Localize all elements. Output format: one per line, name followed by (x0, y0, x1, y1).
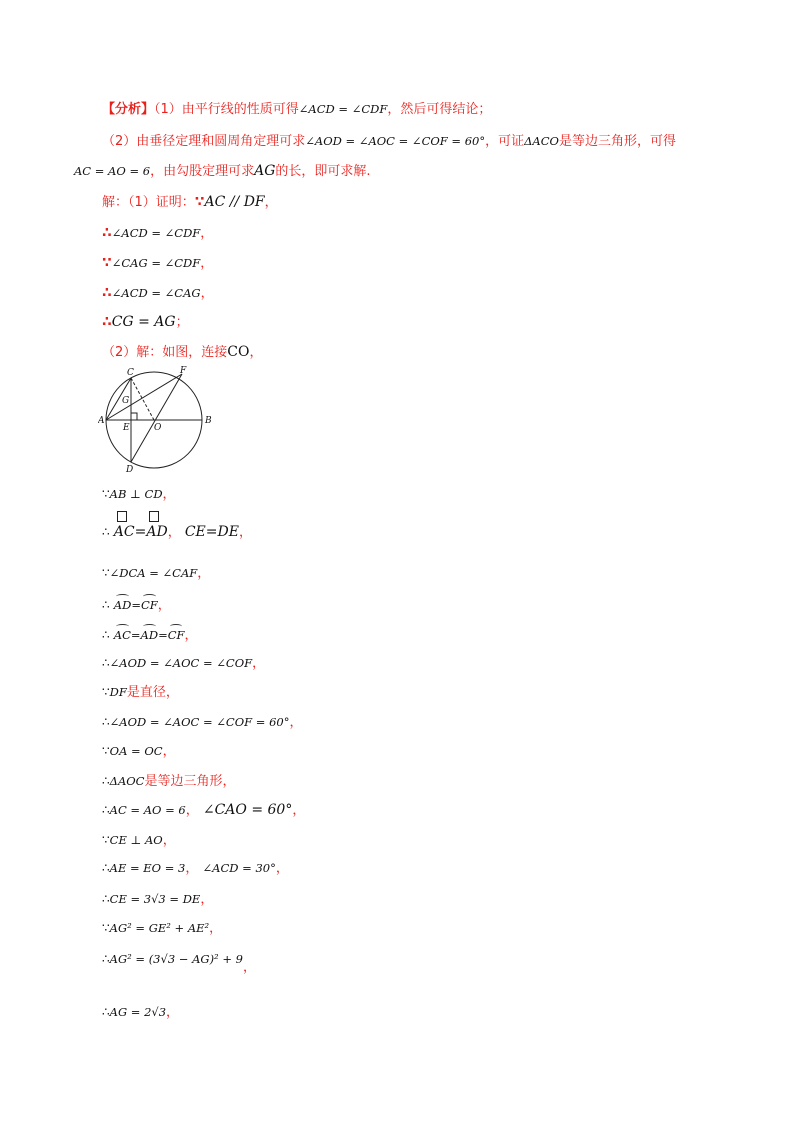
math-expression: AC (113, 524, 135, 540)
solution-text: （2）解：如图，连接 (102, 345, 228, 360)
label-f: F (180, 366, 187, 376)
comma: ， (197, 566, 211, 581)
comma: ， (162, 744, 176, 759)
comma: ， (264, 195, 278, 210)
solution-line-2 (102, 222, 213, 241)
math-expression: CE=DE (184, 524, 239, 540)
equals: = (131, 598, 141, 612)
therefore-symbol: ∴ (102, 314, 112, 330)
math-expression: ∠AOD = ∠AOC = ∠COF (109, 656, 253, 670)
solution-text: 是直径 (126, 685, 166, 700)
analysis-text: ，然后可得结论； (387, 102, 492, 117)
diameter-df (131, 374, 182, 462)
analysis-text: 是等边三角形，可得 (558, 134, 676, 149)
comma: ， (275, 861, 289, 876)
analysis-line-3 (74, 160, 371, 179)
solution-line-b11 (102, 799, 305, 818)
therefore-symbol: ∴ (102, 1005, 110, 1019)
solution-line-b17 (102, 1001, 179, 1020)
math-expression: AC = AO = 6 (109, 803, 186, 817)
solution-line-b16 (102, 948, 256, 975)
math-expression: ∠ACD = ∠CDF (298, 102, 388, 116)
math-expression: AC = AO = 6 (74, 164, 151, 178)
geometry-figure (98, 365, 218, 477)
because-symbol: ∵ (102, 566, 110, 580)
label-o: O (154, 423, 162, 433)
semicolon: ； (175, 315, 189, 330)
math-expression: ∠ACD = ∠CDF (111, 226, 201, 240)
label-b: B (205, 416, 212, 426)
solution-line-b2 (102, 521, 252, 540)
comma: ， (165, 685, 179, 700)
math-expression: AG² = (3√3 − AG)² + 9 (109, 952, 243, 966)
comma: ， (184, 628, 198, 643)
segment-co-dashed (131, 378, 154, 420)
math-expression: ΔACO (524, 134, 559, 148)
comma: ， (209, 921, 223, 936)
label-g: G (122, 396, 130, 406)
solution-line-b13 (102, 857, 289, 876)
therefore-symbol: ∴ (102, 715, 110, 729)
because-symbol: ∵ (102, 921, 110, 935)
therefore-symbol: ∴ (102, 525, 110, 539)
math-expression: AG² = GE² + AE² (109, 921, 210, 935)
solution-line-b9 (102, 740, 176, 759)
because-symbol: ∵ (102, 255, 112, 271)
therefore-symbol: ∴ (102, 803, 110, 817)
therefore-symbol: ∴ (102, 225, 112, 241)
solution-line-6 (102, 341, 263, 360)
because-symbol: ∵ (102, 744, 110, 758)
segment-af (106, 374, 182, 420)
analysis-line-2 (102, 130, 676, 149)
arc-ad (146, 524, 167, 540)
label-d: D (126, 465, 134, 475)
comma: ， (157, 598, 171, 613)
comma: ， (200, 286, 214, 301)
comma: ， (252, 656, 266, 671)
math-expression: AG = 2√3 (109, 1005, 167, 1019)
math-expression: AD (146, 524, 168, 540)
comma: ， (249, 345, 263, 360)
arc-cf: CF (167, 628, 185, 642)
therefore-symbol: ∴ (102, 656, 110, 670)
math-expression: CG = AG (111, 314, 176, 330)
math-expression: DF (109, 685, 127, 699)
equals: = (130, 628, 141, 642)
comma: ， (242, 960, 256, 975)
comma: ， (185, 861, 199, 876)
equals: = (134, 524, 147, 540)
because-symbol: ∵ (102, 833, 110, 847)
arc-box (117, 511, 127, 522)
math-expression: AE = EO = 3 (109, 861, 186, 875)
math-expression: ΔAOC (109, 774, 145, 788)
comma: ， (292, 803, 306, 818)
figure-drawing (106, 372, 202, 468)
because-symbol: ∵ (102, 487, 110, 501)
analysis-text: （1）由平行线的性质可得 (154, 102, 299, 117)
solution-line-b15 (102, 917, 222, 936)
solution-line-b1 (102, 483, 176, 502)
arc-ac: AC (113, 628, 131, 642)
analysis-text: ，由勾股定理可求 (150, 164, 255, 179)
because-symbol: ∵ (194, 194, 205, 210)
therefore-symbol: ∴ (102, 892, 110, 906)
math-expression: ∠CAG = ∠CDF (111, 256, 201, 270)
math-expression: ∠AOD = ∠AOC = ∠COF = 60° (109, 715, 290, 729)
comma: ， (289, 715, 303, 730)
solution-line-b6 (102, 652, 265, 671)
solution-line-b12 (102, 829, 176, 848)
arc-ad: AD (140, 628, 159, 642)
analysis-text: 的长，即可求解. (275, 164, 371, 179)
math-expression: CO (227, 344, 250, 360)
math-expression: AG (254, 163, 276, 179)
therefore-symbol: ∴ (102, 285, 112, 301)
analysis-text: （2）由垂径定理和圆周角定理可求 (102, 134, 306, 149)
comma: ， (185, 803, 199, 818)
therefore-symbol: ∴ (102, 952, 110, 966)
comma: ， (167, 525, 181, 540)
math-expression: ∠ACD = ∠CAG (111, 286, 201, 300)
solution-line-1 (102, 191, 278, 210)
math-expression: ∠CAO = 60° (202, 802, 293, 818)
analysis-text: ，可证 (485, 134, 525, 149)
solution-text: 是等边三角形 (144, 774, 223, 789)
label-a: A (98, 416, 105, 426)
label-c: C (127, 368, 134, 378)
math-expression: ∠DCA = ∠CAF (109, 566, 198, 580)
math-expression: ∠ACD = 30° (202, 861, 276, 875)
therefore-symbol: ∴ (102, 861, 110, 875)
label-e: E (123, 423, 130, 433)
comma: ， (200, 226, 214, 241)
therefore-symbol: ∴ (102, 598, 110, 612)
math-expression: OA = OC (109, 744, 163, 758)
therefore-symbol: ∴ (102, 774, 110, 788)
comma: ， (200, 892, 214, 907)
solution-line-4 (102, 282, 214, 301)
therefore-symbol: ∴ (102, 628, 110, 642)
comma: ， (166, 1005, 180, 1020)
solution-line-b4 (102, 594, 171, 613)
equals: = (158, 628, 168, 642)
because-symbol: ∵ (102, 685, 110, 699)
arc-ad: AD (113, 598, 132, 612)
right-angle-mark (131, 413, 137, 420)
math-expression: ∠AOD = ∠AOC = ∠COF = 60° (305, 134, 486, 148)
comma: ， (222, 774, 236, 789)
comma: ， (238, 525, 252, 540)
solution-line-b8 (102, 711, 302, 730)
arc-box (149, 511, 159, 522)
math-expression: AC // DF (204, 194, 265, 210)
solution-line-b14 (102, 888, 213, 907)
solution-line-b10 (102, 770, 236, 789)
solution-text: 解：（1）证明： (102, 195, 195, 210)
analysis-line-1 (102, 98, 491, 117)
math-expression: CE ⊥ AO (109, 833, 163, 847)
arc-cf: CF (140, 598, 158, 612)
solution-line-b7 (102, 681, 179, 700)
math-expression: CE = 3√3 = DE (109, 892, 201, 906)
solution-line-3 (102, 252, 213, 271)
comma: ， (200, 256, 214, 271)
comma: ， (162, 487, 176, 502)
arc-ac (114, 524, 135, 540)
solution-line-5 (102, 311, 189, 330)
solution-line-b5 (102, 624, 198, 643)
analysis-label: 【分析】 (102, 102, 155, 117)
comma: ， (162, 833, 176, 848)
math-expression: AB ⊥ CD (109, 487, 163, 501)
solution-line-b3 (102, 562, 210, 581)
